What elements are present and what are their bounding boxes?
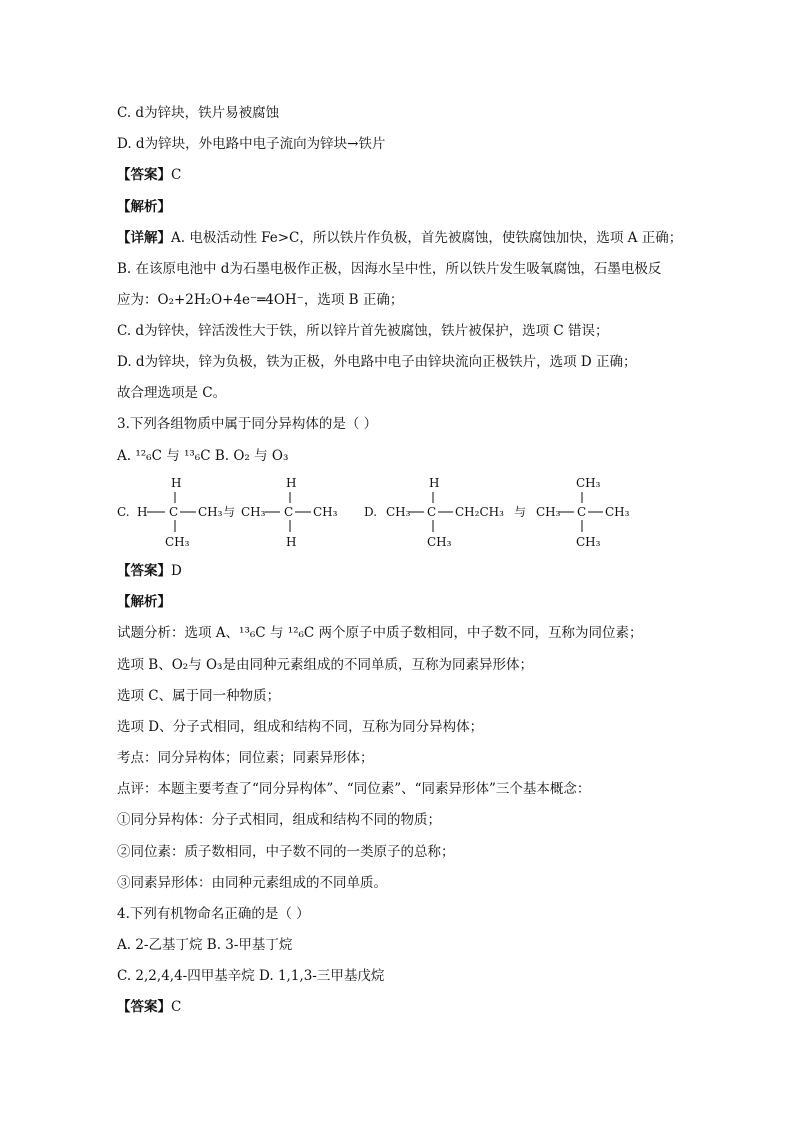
option-d-label: D. [364,505,378,519]
option-c-line: C. d为锌块，铁片易被腐蚀 [117,105,280,121]
option-c-label: C. [117,505,130,519]
option-d-structures [364,470,634,555]
mol4-left-ch3: CH₃ [536,505,561,519]
detail-b-1: B. 在该原电池中 d为石墨电极作正极，因海水呈中性，所以铁片发生吸氧腐蚀，石墨电极反 [117,261,662,277]
conclusion: 故合理选项是 C。 [117,385,227,401]
analysis-line-3: 选项 C、属于同一种物质； [117,688,281,704]
analysis-line-4: 选项 D、分子式相同，组成和结构不同，互称为同分异构体； [117,719,484,735]
answer-2 [117,562,182,580]
analysis-heading-2: 【解析】 [117,594,171,610]
mol4-right-ch3: CH₃ [605,505,630,519]
detail-d: D. d为锌块，锌为负极，铁为正极，外电路中电子由锌块流向正极铁片，选项 D 正确； [117,354,637,370]
analysis-line-7: ①同分异构体：分子式相同，组成和结构不同的物质； [117,812,441,828]
detail-a [117,229,682,247]
analysis-line-2: 选项 B、O₂与 O₃是由同种元素组成的不同单质，互称为同素异形体； [117,657,533,673]
detail-c: C. d为锌快，锌活泼性大于铁，所以锌片首先被腐蚀，铁片被保护，选项 C 错误； [117,323,609,339]
question-4-options-cd: C. 2,2,4,4-四甲基辛烷 D. 1,1,3-三甲基戊烷 [117,968,385,984]
detail-tag: 【详解】 [117,230,171,246]
analysis-heading-1: 【解析】 [117,199,171,215]
mol1-center-c: C [169,505,179,519]
analysis-line-9: ③同素异形体：由同种元素组成的不同单质。 [117,875,387,891]
option-d-svg [364,470,634,552]
analysis-line-6: 点评：本题主要考查了“同分异构体”、“同位素”、“同素异形体”三个基本概念： [117,781,591,797]
answer-tag: 【答案】 [117,167,171,183]
answer-3 [117,998,181,1016]
question-3: 3.下列各组物质中属于同分异构体的是（ ） [117,416,378,432]
mol3-top-h: H [429,476,440,490]
option-c-yu: 与 [223,505,236,519]
detail-b-2: 应为：O₂+2H₂O+4e⁻═4OH⁻，选项 B 正确； [117,292,404,308]
mol2-top-h: H [286,476,297,490]
answer-value: D [171,563,182,579]
mol1-bottom-ch3: CH₃ [165,535,190,549]
analysis-line-8: ②同位素：质子数相同，中子数不同的一类原子的总称； [117,844,455,860]
mol3-bottom-ch3: CH₃ [427,535,452,549]
mol2-right-ch3: CH₃ [313,505,338,519]
answer-tag: 【答案】 [117,999,171,1015]
mol3-left-ch3: CH₃ [386,505,411,519]
mol3-right-ch2ch3: CH₂CH₃ [455,505,504,519]
question-4: 4.下列有机物命名正确的是（ ） [117,906,310,922]
question-4-options-ab: A. 2-乙基丁烷 B. 3-甲基丁烷 [117,937,293,953]
answer-1 [117,166,181,184]
mol4-center-c: C [577,505,587,519]
mol1-right-ch3: CH₃ [198,505,223,519]
mol4-bottom-ch3: CH₃ [576,535,601,549]
mol1-left-h: H [137,505,148,519]
mol1-top-h: H [171,476,182,490]
mol2-center-c: C [284,505,294,519]
mol2-left-ch3: CH₃ [241,505,266,519]
answer-value: C [171,999,182,1015]
mol2-bottom-h: H [286,535,297,549]
option-d-line: D. d为锌块，外电路中电子流向为锌块→铁片 [117,136,386,152]
mol3-center-c: C [427,505,437,519]
answer-tag: 【答案】 [117,563,171,579]
mol4-top-ch3: CH₃ [576,476,601,490]
question-3-options-ab: A. ¹²₆C 与 ¹³₆C B. O₂ 与 O₃ [117,448,289,464]
option-d-yu: 与 [514,505,527,519]
analysis-line-1: 试题分析：选项 A、¹³₆C 与 ¹²₆C 两个原子中质子数相同，中子数不同，互称为同位素； [117,625,643,641]
option-c-svg [117,470,357,552]
analysis-line-5: 考点：同分异构体；同位素；同素异形体； [117,750,374,766]
option-c-structures [117,470,357,555]
detail-a-text: A. 电极活动性 Fe>C，所以铁片作负极，首先被腐蚀，使铁腐蚀加快，选项 A 正确； [171,230,683,246]
answer-value: C [171,167,182,183]
